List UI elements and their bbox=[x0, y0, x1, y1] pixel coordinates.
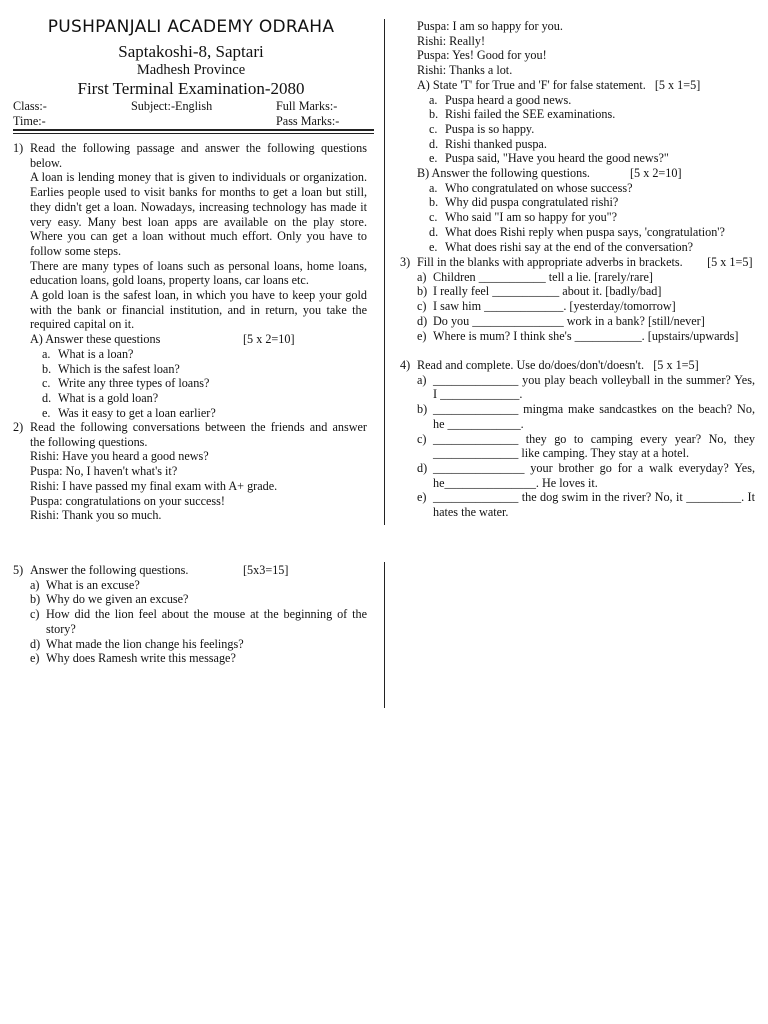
question-4 bbox=[400, 358, 755, 520]
list-item: d) Do you _______________ work in a bank? [still/never] bbox=[417, 313, 705, 328]
list-item: c) How did the lion feel about the mouse at the beginning of the story? bbox=[30, 607, 367, 636]
subquestion-label: A) State 'T' for True and 'F' for false statement. bbox=[417, 77, 646, 92]
list-item: c. Puspa is so happy. bbox=[429, 121, 535, 136]
list-item: e. Was it easy to get a loan earlier? bbox=[42, 405, 216, 420]
instruction: Read the following conversations between the friends and answer the following questions. bbox=[30, 420, 367, 449]
subquestion-heading bbox=[30, 332, 367, 347]
list-item: c) ______________ they go to camping every year? No, they ______________ like camping. They stay at a hotel. bbox=[417, 431, 755, 461]
list-item: c. Who said "I am so happy for you"? bbox=[429, 210, 618, 225]
header-divider-bottom bbox=[13, 133, 374, 134]
list-item: a. Who congratulated on whose success? bbox=[429, 180, 633, 195]
dialogue-line: Rishi: Have you heard a good news? bbox=[30, 449, 209, 464]
list-item: a) What is an excuse? bbox=[30, 577, 140, 592]
question-number: 1) bbox=[13, 141, 24, 155]
list-item: e) Why does Ramesh write this message? bbox=[30, 651, 236, 666]
dialogue-line: Puspa: No, I haven't what's it? bbox=[30, 464, 178, 479]
subquestion-heading bbox=[417, 78, 755, 93]
list-item: d. Rishi thanked puspa. bbox=[429, 136, 547, 151]
list-item: b) I really feel ___________ about it. [badly/bad] bbox=[417, 284, 662, 299]
passage-paragraph: A gold loan is the safest loan, in which you have to keep your gold with the bank or financial institution, and in return, you take the required capital on it. bbox=[30, 288, 367, 332]
list-item: d) What made the lion change his feelings? bbox=[30, 636, 244, 651]
instruction: Read and complete. Use do/does/don't/doesn't. [5 x 1=5] bbox=[417, 358, 699, 372]
subquestion-label: A) Answer these questions bbox=[30, 332, 161, 347]
instruction: Fill in the blanks with appropriate adverbs in brackets. [5 x 1=5] bbox=[417, 255, 753, 269]
marks: [5 x 1=5] bbox=[654, 77, 701, 92]
list-item: b) ______________ mingma make sandcastkes on the beach? No, he ____________. bbox=[417, 402, 755, 431]
list-item: d. What is a gold loan? bbox=[42, 390, 159, 405]
list-item: a. What is a loan? bbox=[42, 346, 134, 361]
question-number: 5) bbox=[13, 563, 24, 577]
list-item: a) ______________ you play beach volleyball in the summer? Yes, I _____________. bbox=[417, 372, 755, 402]
subject-label: Subject:-English bbox=[131, 99, 213, 113]
subquestion-label: B) Answer the following questions. bbox=[417, 166, 590, 181]
question-1 bbox=[13, 141, 367, 420]
question-2 bbox=[13, 420, 367, 523]
list-item: c) I saw him _____________. [yesterday/tomorrow] bbox=[417, 299, 676, 314]
dialogue-line: Puspa: congratulations on your success! bbox=[30, 493, 225, 508]
marks: [5 x 1=5] bbox=[707, 255, 753, 269]
question-3 bbox=[400, 255, 755, 343]
dialogue-line: Puspa: I am so happy for you. bbox=[417, 19, 563, 33]
column-divider-top bbox=[384, 19, 385, 525]
passage-paragraph: A loan is lending money that is given to individuals or organization. Earlies people used to visit banks for months to get a loan but still, they didn't get a loan. Nowadays, increasing technology has made it very easy. Many best loan apps are available on the play store. Where you can get a loan without much effort. Only you have to follow some steps. bbox=[30, 170, 367, 258]
class-label: Class:- bbox=[13, 99, 47, 113]
list-item: c. Write any three types of loans? bbox=[42, 376, 210, 391]
marks: [5x3=15] bbox=[243, 563, 289, 577]
dialogue-line: Rishi: I have passed my final exam with A+ grade. bbox=[30, 478, 278, 493]
question-number: 2) bbox=[13, 420, 24, 434]
list-item: e. Puspa said, "Have you heard the good news?" bbox=[429, 151, 669, 166]
exam-title: First Terminal Examination-2080 bbox=[77, 79, 305, 98]
full-marks-label: Full Marks:- bbox=[276, 99, 338, 113]
pass-marks-label: Pass Marks:- bbox=[276, 114, 340, 128]
list-item: a) Children ___________ tell a lie. [rarely/rare] bbox=[417, 269, 653, 284]
header-divider-top bbox=[13, 129, 374, 131]
question-number: 3) bbox=[400, 255, 411, 269]
list-item: e) ______________ the dog swim in the river? No, it _________. It hates the water. bbox=[417, 490, 755, 520]
passage-paragraph: There are many types of loans such as personal loans, home loans, education loans, gold loans, property loans, car loans etc. bbox=[30, 258, 367, 288]
question-5 bbox=[13, 563, 367, 666]
dialogue-line: Puspa: Yes! Good for you! bbox=[417, 48, 547, 63]
marks: [5 x 1=5] bbox=[653, 358, 699, 372]
list-item: e) Where is mum? I think she's ___________. [upstairs/upwards] bbox=[417, 328, 739, 343]
dialogue-line: Rishi: Thank you so much. bbox=[30, 508, 162, 523]
list-item: b. Rishi failed the SEE examinations. bbox=[429, 107, 616, 122]
column-divider-bottom bbox=[384, 562, 385, 708]
question-2-continued bbox=[400, 19, 755, 254]
list-item: b) Why do we given an excuse? bbox=[30, 592, 189, 607]
list-item: b. Why did puspa congratulated rishi? bbox=[429, 195, 619, 210]
time-label: Time:- bbox=[13, 114, 46, 128]
list-item: d) _______________ your brother go for a walk everyday? Yes, he_______________. He loves it. bbox=[417, 460, 755, 490]
school-name: PUSHPANJALI ACADEMY ODRAHA bbox=[47, 17, 335, 37]
list-item: a. Puspa heard a good news. bbox=[429, 92, 572, 107]
question-number: 4) bbox=[400, 358, 411, 372]
subquestion-heading bbox=[417, 166, 755, 181]
dialogue-line: Rishi: Thanks a lot. bbox=[417, 63, 513, 78]
province: Madhesh Province bbox=[136, 62, 246, 78]
school-address: Saptakoshi-8, Saptari bbox=[118, 42, 264, 61]
marks: [5 x 2=10] bbox=[243, 332, 295, 347]
list-item: e. What does rishi say at the end of the conversation? bbox=[429, 239, 694, 254]
instruction: Answer the following questions. [5x3=15] bbox=[30, 563, 289, 577]
list-item: b. Which is the safest loan? bbox=[42, 361, 180, 376]
dialogue-line: Rishi: Really! bbox=[417, 33, 486, 48]
marks: [5 x 2=10] bbox=[630, 166, 682, 181]
list-item: d. What does Rishi reply when puspa says, 'congratulation'? bbox=[429, 224, 725, 239]
instruction: Read the following passage and answer the following questions below. bbox=[30, 141, 367, 170]
